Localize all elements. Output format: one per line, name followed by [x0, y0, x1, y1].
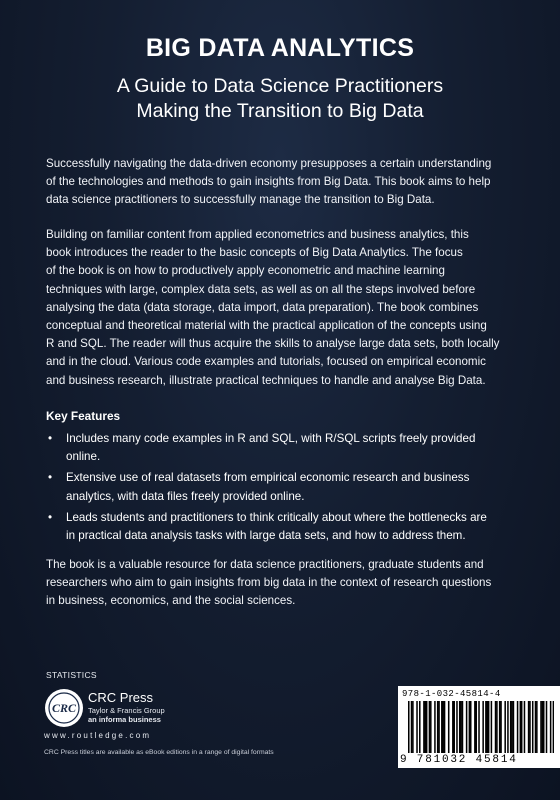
barcode-bar: [462, 701, 464, 753]
bullet-icon: •: [48, 432, 53, 445]
barcode-bar: [487, 701, 489, 753]
feature-item: [46, 509, 536, 545]
barcode-bar: [444, 701, 446, 753]
barcode-bar: [442, 701, 444, 753]
barcode-bar: [535, 701, 537, 753]
text-line: of the book is on how to productively apply econometric and machine learning: [46, 264, 445, 278]
barcode-bar: [543, 701, 545, 753]
text-line: in business, economics, and the social sciences.: [46, 594, 296, 608]
text-line: Successfully navigating the data-driven economy presupposes a certain understanding: [46, 157, 492, 170]
barcode-bar: [495, 701, 497, 753]
book-subtitle: [0, 74, 560, 124]
barcode-bar: [488, 701, 490, 753]
barcode-bar: [500, 701, 502, 753]
barcode-bar: [452, 701, 454, 753]
barcode-bar: [528, 701, 530, 753]
text-line: and in the cloud. Various code examples and tutorials, focused on empirical economic: [46, 355, 486, 369]
description-paragraph: [46, 226, 526, 390]
barcode-bar: [532, 701, 534, 753]
text-line: Extensive use of real datasets from empirical economic research and business: [66, 471, 470, 485]
barcode-bar: [408, 701, 410, 753]
isbn-number: 978-1-032-45814-4: [402, 689, 501, 699]
barcode-bar: [540, 701, 542, 753]
barcode-bar: [524, 701, 526, 753]
subject-category: STATISTICS: [46, 670, 97, 680]
barcode-bar: [521, 701, 523, 753]
barcode-bar: [448, 701, 450, 753]
text-line: and business research, illustrate practical techniques to handle and analyse Big Data.: [46, 373, 486, 387]
text-line: book introduces the reader to the basic concepts of Big Data Analytics. The focus: [46, 246, 463, 260]
intro-paragraph: [46, 155, 526, 210]
barcode-bar: [419, 701, 421, 753]
isbn-barcode: [398, 686, 560, 768]
text-line: Leads students and practitioners to think critically about where the bottlenecks are: [66, 510, 487, 524]
barcode-bar: [459, 701, 461, 753]
barcode-bar: [411, 701, 413, 753]
barcode-bar: [475, 701, 477, 753]
barcode-bar: [474, 701, 476, 753]
barcode-bar: [412, 701, 414, 753]
publisher-group: Taylor & Francis Group: [88, 706, 165, 715]
barcode-bar: [504, 701, 506, 753]
ebook-note: CRC Press titles are available as eBook editions in a range of digital formats: [44, 749, 274, 756]
barcode-bar: [456, 701, 458, 753]
publisher-name: CRC Press: [88, 690, 154, 705]
text-line: in practical data analysis tasks with large data sets, and how to address them.: [66, 529, 466, 543]
barcode-bar: [460, 701, 462, 753]
key-features-heading: Key Features: [46, 409, 121, 423]
barcode-bar: [536, 701, 538, 753]
bullet-icon: •: [48, 510, 53, 524]
barcode-bar: [520, 701, 522, 753]
barcode-bar: [550, 701, 552, 753]
book-title: BIG DATA ANALYTICS: [145, 34, 415, 62]
barcode-bar: [513, 701, 515, 753]
barcode-bar: [511, 701, 513, 753]
barcode-bar: [507, 701, 509, 753]
barcode-bar: [453, 701, 455, 753]
ean-number: 9 781032 45814: [400, 754, 518, 766]
barcode-bar: [529, 701, 531, 753]
text-line: online.: [66, 450, 101, 464]
barcode-bar: [429, 701, 431, 753]
barcode-bar: [434, 701, 436, 753]
text-line: analysing the data (data storage, data import, data preparation). The book combines: [46, 300, 479, 314]
text-line: Includes many code examples in R and SQL, with R/SQL scripts freely provided: [66, 432, 476, 445]
key-features-list: [46, 430, 536, 548]
barcode-bar: [542, 701, 544, 753]
barcode-bar: [485, 701, 487, 753]
barcode-bar: [553, 701, 554, 753]
text-line: Building on familiar content from applied econometrics and business analytics, this: [46, 228, 469, 241]
barcode-bar: [430, 701, 432, 753]
barcode-bar: [438, 701, 440, 753]
feature-item: [46, 430, 536, 466]
text-line: The book is a valuable resource for data science practitioners, graduate students and: [46, 558, 484, 571]
subtitle-line: Making the Transition to Big Data: [136, 100, 424, 122]
text-line: R and SQL. The reader will thus acquire the skills to analyse large data sets, both locally: [46, 337, 500, 351]
barcode-bar: [416, 701, 418, 753]
text-line: techniques with large, complex data sets, as well as on all the steps involved before: [46, 282, 476, 296]
logo-text: CRC: [51, 701, 77, 715]
closing-paragraph: [46, 556, 526, 611]
bullet-icon: •: [48, 471, 53, 485]
barcode-bar: [426, 701, 428, 753]
barcode-bar: [491, 701, 493, 753]
subtitle-line: A Guide to Data Science Practitioners: [116, 75, 444, 97]
barcode-bar: [517, 701, 519, 753]
barcode-bars: [408, 701, 554, 753]
barcode-bar: [437, 701, 439, 753]
text-line: researchers who aim to gain insights from big data in the context of research questions: [46, 576, 492, 590]
barcode-bar: [482, 701, 484, 753]
text-line: conceptual and theoretical material with the practical application of the concepts using: [46, 319, 487, 333]
barcode-bar: [425, 701, 427, 753]
text-line: data science practitioners to successfully manage the transition to Big Data.: [46, 193, 435, 207]
text-line: of the technologies and methods to gain insights from Big Data. This book aims to help: [46, 175, 491, 189]
publisher-website: www.routledge.com: [44, 731, 152, 740]
barcode-bar: [478, 701, 480, 753]
text-line: analytics, with data files freely provided online.: [66, 489, 305, 503]
barcode-bar: [496, 701, 498, 753]
barcode-bar: [441, 701, 443, 753]
barcode-bar: [466, 701, 468, 753]
barcode-bar: [470, 701, 472, 753]
crc-logo-icon: [44, 688, 84, 728]
feature-item: [46, 469, 536, 505]
barcode-bar: [499, 701, 501, 753]
publisher-division: an informa business: [88, 715, 161, 724]
barcode-bar: [510, 701, 512, 753]
barcode-bar: [546, 701, 548, 753]
barcode-bar: [423, 701, 425, 753]
barcode-bar: [469, 701, 471, 753]
